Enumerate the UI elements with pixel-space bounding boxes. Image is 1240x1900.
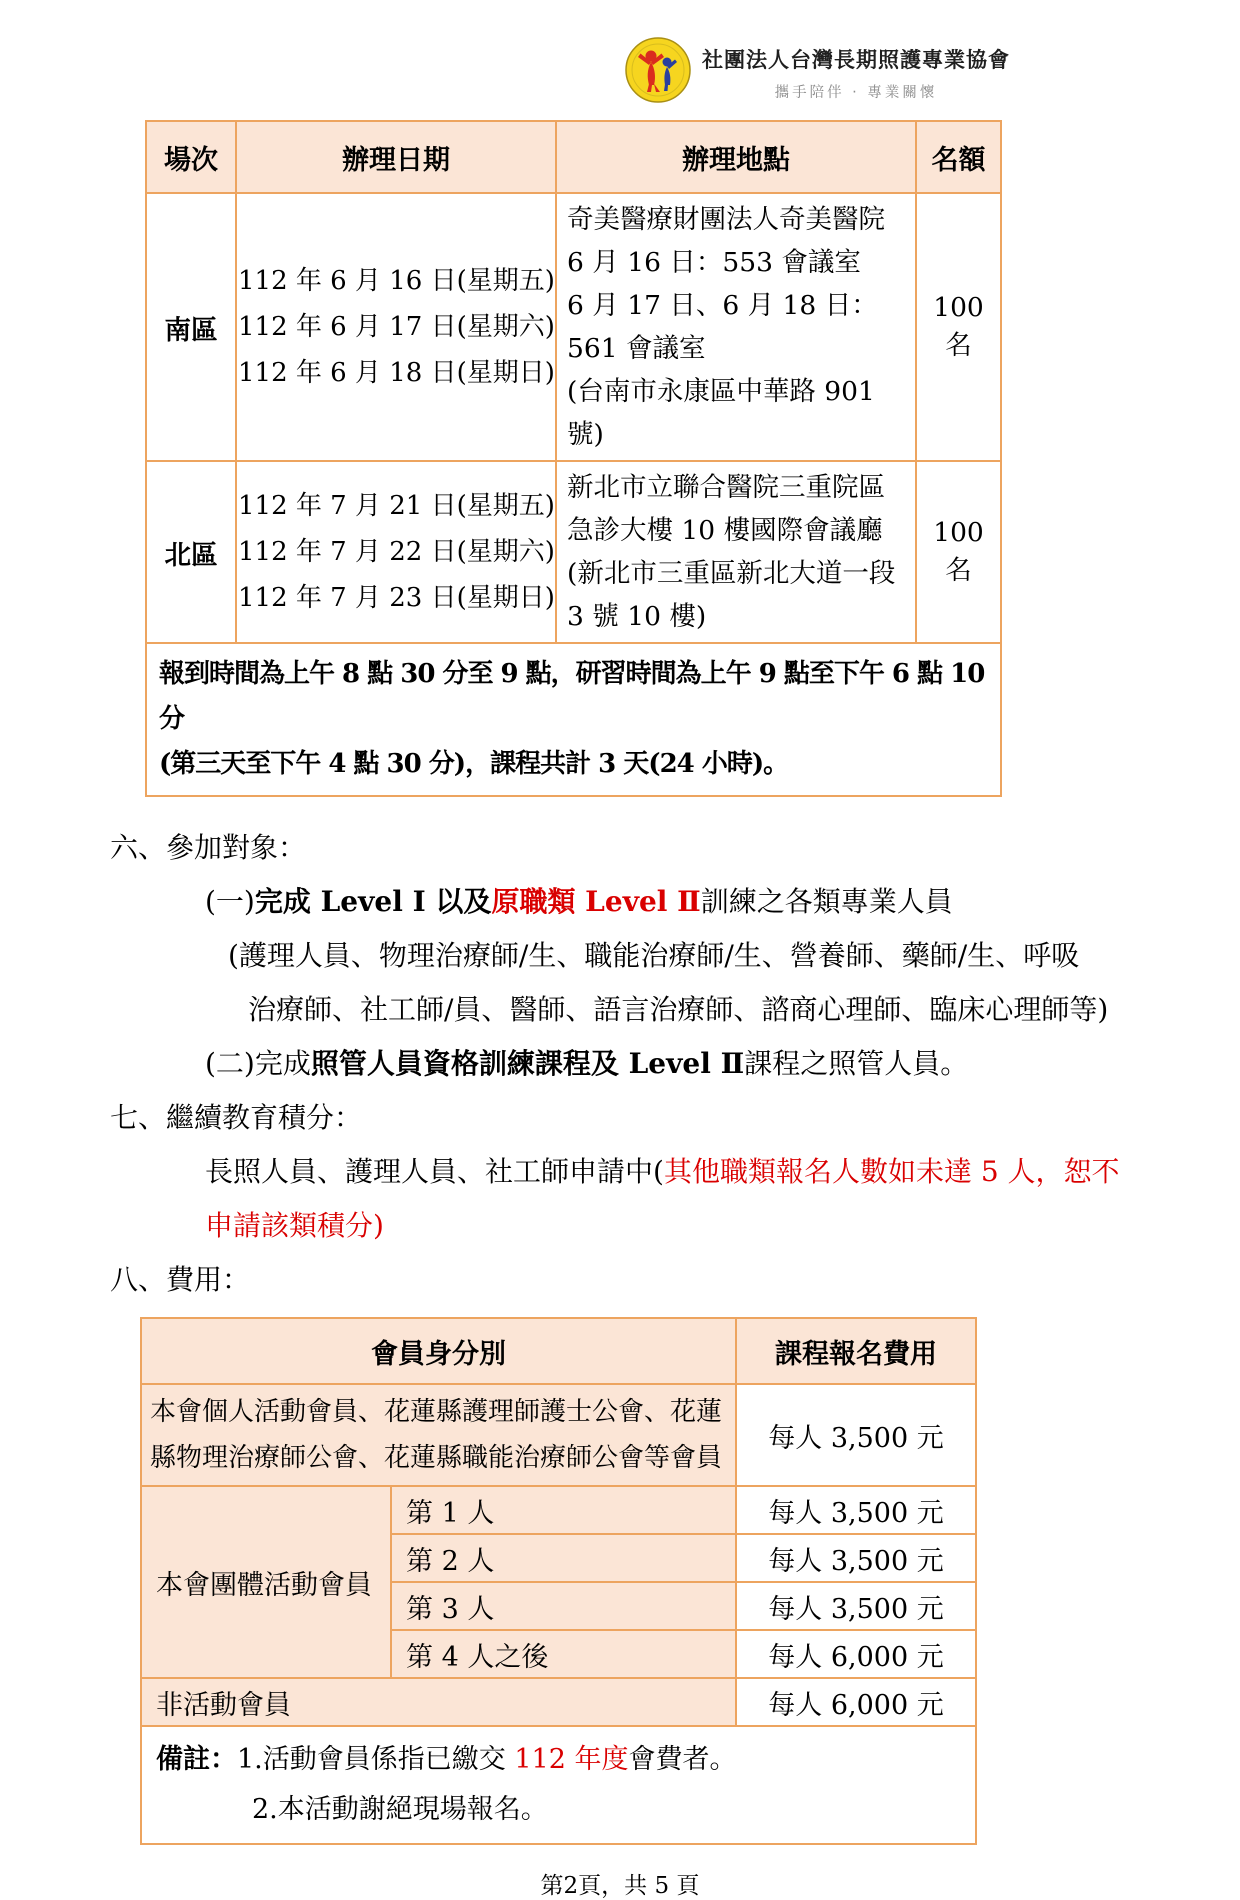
date-line: 112 年 6 月 17 日(星期六) (238, 312, 555, 342)
date-line: 112 年 7 月 21 日(星期五) (238, 491, 555, 521)
location-line: (台南市永康區中華路 901 號) (567, 376, 875, 450)
dates-cell (236, 461, 556, 643)
location-line: 奇美醫療財團法人奇美醫院 (567, 204, 885, 235)
location-line: 新北市立聯合醫院三重院區 (567, 472, 885, 503)
location-line: 急診大樓 10 樓國際會議廳 (567, 515, 883, 546)
fee-row-group-1 (141, 1486, 976, 1534)
date-line: 112 年 6 月 16 日(星期五) (238, 266, 555, 296)
remark-line-2: 2.本活動謝絕現場報名。 (252, 1794, 548, 1825)
remark-text: 1.活動會員係指已繳交 (237, 1744, 515, 1775)
item-text: 完成 (254, 1047, 311, 1080)
section-participants-heading: 六、參加對象： (110, 831, 307, 864)
fee-row-inactive (141, 1678, 976, 1726)
location-cell (556, 193, 916, 461)
location-line: (新北市三重區新北大道一段 3 號 10 樓) (567, 558, 896, 632)
membership-cell: 本會個人活動會員、花蓮縣護理師護士公會、花蓮縣物理治療師公會、花蓮縣職能治療師公會等會員 (141, 1384, 736, 1486)
location-line: 6 月 16 日：553 會議室 (567, 247, 861, 278)
page-number: 第2頁，共 5 頁 (540, 1873, 700, 1899)
session-cell: 南區 (146, 193, 236, 461)
fee-cell: 每人 6,000 元 (736, 1678, 976, 1726)
fee-cell: 每人 3,500 元 (736, 1534, 976, 1582)
location-cell (556, 461, 916, 643)
col-header-membership: 會員身分別 (141, 1318, 736, 1384)
item-red-text: 原職類 Level Ⅱ (491, 885, 701, 918)
dates-lines (238, 483, 555, 621)
location-line: 6 月 17 日、6 月 18 日：561 會議室 (567, 290, 878, 364)
page-header (0, 0, 1240, 104)
group-sub-cell: 第 3 人 (391, 1582, 736, 1630)
remark-cell (141, 1726, 976, 1844)
fee-cell: 每人 3,500 元 (736, 1582, 976, 1630)
item-number: (二) (205, 1047, 255, 1080)
remark-line-1 (156, 1735, 961, 1785)
item-text: 訓練之各類專業人員 (700, 885, 953, 918)
group-membership-cell: 本會團體活動會員 (141, 1486, 391, 1678)
note-line: 報到時間為上午 8 點 30 分至 9 點，研習時間為上午 9 點至下午 6 點 10 分 (159, 659, 985, 734)
fee-cell: 每人 3,500 元 (736, 1384, 976, 1486)
schedule-note-row (146, 643, 1001, 796)
org-slogan: 攜手陪伴 ‧ 專業關懷 (774, 85, 938, 101)
col-header-date: 辦理日期 (236, 121, 556, 193)
participants-item-1-detail: 治療師、社工師/員、醫師、語言治療師、諮商心理師、臨床心理師等) (248, 993, 1109, 1026)
item-text: 課程之照管人員。 (744, 1047, 969, 1080)
credits-text: 長照人員、護理人員、社工師申請中( (205, 1155, 664, 1188)
schedule-table (145, 120, 1002, 797)
fee-remark-row (141, 1726, 976, 1844)
item-bold-text: 完成 Level I 以及 (254, 885, 492, 918)
org-block (702, 36, 1010, 102)
fee-cell: 每人 6,000 元 (736, 1630, 976, 1678)
group-sub-cell: 第 4 人之後 (391, 1630, 736, 1678)
table-row-south (146, 193, 1001, 461)
participants-item-1 (0, 875, 1240, 929)
dates-lines (238, 258, 555, 396)
table-row-north (146, 461, 1001, 643)
credits-line-2: 申請該類積分) (205, 1209, 384, 1242)
participants-item-1-detail: (護理人員、物理治療師/生、職能治療師/生、營養師、藥師/生、呼吸 (228, 939, 1080, 972)
participants-item-2 (0, 1037, 1240, 1091)
date-line: 112 年 7 月 22 日(星期六) (238, 537, 555, 567)
col-header-quota: 名額 (916, 121, 1001, 193)
fee-header-row (141, 1318, 976, 1384)
credits-red-text: 其他職類報名人數如未達 5 人，恕不 (663, 1155, 1120, 1188)
quota-cell: 100 名 (916, 193, 1001, 461)
item-number: (一) (205, 885, 255, 918)
date-line: 112 年 7 月 23 日(星期日) (238, 583, 555, 613)
membership-cell: 非活動會員 (141, 1678, 736, 1726)
group-sub-cell: 第 2 人 (391, 1534, 736, 1582)
remark-text: 會費者。 (628, 1744, 737, 1775)
quota-cell: 100 名 (916, 461, 1001, 643)
fee-row-individual (141, 1384, 976, 1486)
body-sections (0, 821, 1240, 1307)
schedule-note-cell (146, 643, 1001, 796)
item-bold-text: 照管人員資格訓練課程及 Level Ⅱ (310, 1047, 745, 1080)
section-fees-heading: 八、費用： (110, 1263, 251, 1296)
date-line: 112 年 6 月 18 日(星期日) (238, 358, 555, 388)
remark-label: 備註： (156, 1744, 237, 1775)
remark-red-text: 112 年度 (514, 1744, 629, 1775)
col-header-fee: 課程報名費用 (736, 1318, 976, 1384)
dates-cell (236, 193, 556, 461)
fee-cell: 每人 3,500 元 (736, 1486, 976, 1534)
section-credits-heading: 七、繼續教育積分： (110, 1101, 363, 1134)
credits-line-1 (0, 1145, 1240, 1199)
schedule-header-row (146, 121, 1001, 193)
col-header-session: 場次 (146, 121, 236, 193)
association-logo-icon (624, 36, 692, 104)
group-sub-cell: 第 1 人 (391, 1486, 736, 1534)
session-cell: 北區 (146, 461, 236, 643)
fee-table (140, 1317, 977, 1845)
note-line: (第三天至下午 4 點 30 分)，課程共計 3 天(24 小時)。 (159, 749, 789, 779)
org-name: 社團法人台灣長期照護專業協會 (702, 48, 1010, 72)
col-header-location: 辦理地點 (556, 121, 916, 193)
